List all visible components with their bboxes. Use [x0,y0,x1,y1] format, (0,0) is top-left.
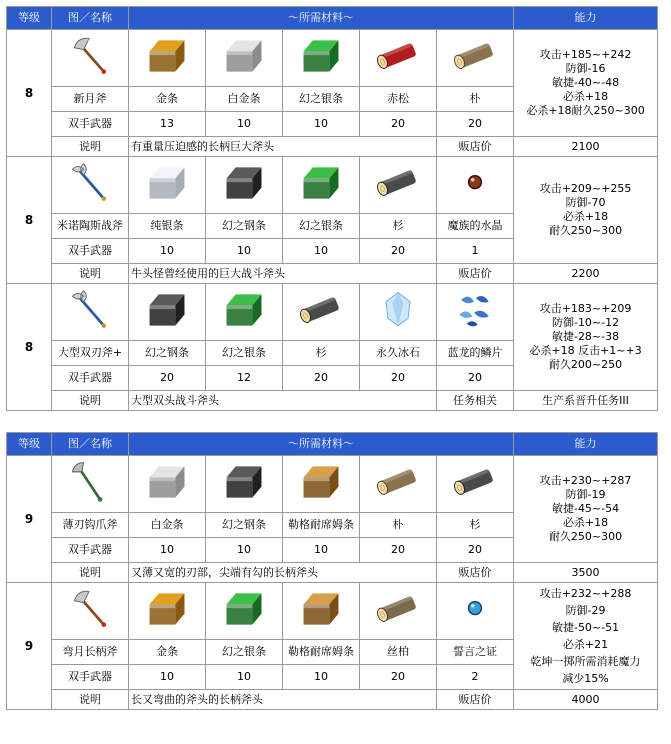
stat-line: 防御-16 [565,62,606,75]
weapon-type: 双手武器 [52,665,129,690]
material-name: 幻之银条 [206,341,283,366]
item-desc-row [7,137,658,157]
stat-line: 攻击+230~+287 [539,474,632,487]
material-icon-cell [437,583,514,640]
stat-line: 防御-19 [565,488,606,501]
stat-line: 敏捷-45~-54 [551,502,620,515]
desc-label: 说明 [52,137,129,157]
weapon-image-cell [52,30,129,87]
recipe-table [6,6,658,411]
material-icon-cell [283,456,360,513]
material-name: 勒格耐席姆条 [283,513,360,538]
item-desc-row [7,690,658,710]
material-icon-cell [206,284,283,341]
material-qty: 20 [360,538,437,563]
recipe-table [6,432,658,710]
material-icon-cell [437,456,514,513]
header-ability: 能力 [514,7,658,30]
material-qty: 2 [437,665,514,690]
weapon-name: 薄刃钩爪斧 [52,513,129,538]
material-icon-cell [360,157,437,214]
material-name: 勒格耐席姆条 [283,640,360,665]
desc-label: 说明 [52,391,129,411]
stat-line: 耐久250~300 [548,530,623,543]
material-icon-cell [360,30,437,87]
phantom-silver-bar-icon [283,33,359,83]
material-name: 幻之钢条 [206,214,283,239]
material-name: 幻之银条 [206,640,283,665]
stat-line: 耐久200~250 [548,358,623,371]
price-label: 贩店价 [437,264,514,284]
cedar-log-icon [283,287,359,337]
material-icon-cell [283,583,360,640]
stats-cell [514,583,658,690]
material-name: 杉 [283,341,360,366]
platinum-bar-icon [206,33,282,83]
material-qty: 20 [437,112,514,137]
material-qty: 20 [283,366,360,391]
material-qty: 10 [283,665,360,690]
material-qty: 20 [360,112,437,137]
material-qty: 20 [129,366,206,391]
gold-bar-icon [129,33,205,83]
weapon-name: 弯月长柄斧 [52,640,129,665]
material-name: 朴 [437,87,514,112]
material-name: 誓言之证 [437,640,514,665]
stat-line: 敏捷-40~-48 [551,76,620,89]
material-name: 魔族的水晶 [437,214,514,239]
material-qty: 20 [360,239,437,264]
item-description: 又薄又宽的刃部，尖端有勾的长柄斧头 [129,563,437,583]
stat-line: 必杀+18 反击+1~+3 [529,344,642,357]
material-icon-cell [129,284,206,341]
eternal-ice-stone-icon [360,287,436,337]
material-qty: 10 [283,239,360,264]
material-qty: 10 [129,239,206,264]
stat-line: 必杀+18 [562,210,609,223]
stat-line: 防御-10~-12 [551,316,620,329]
table-header-row [7,433,658,456]
material-name: 杉 [360,214,437,239]
minotaur-battle-axe-icon [52,160,128,210]
material-icon-cell [129,456,206,513]
stat-line: 攻击+183~+209 [539,302,632,315]
weapon-image-cell [52,157,129,214]
large-double-blade-axe-icon [52,287,128,337]
blue-dragon-scale-icon [437,287,513,337]
weapon-name: 米诺陶斯战斧 [52,214,129,239]
hackberry-log-icon [360,459,436,509]
stat-line: 必杀+18 [562,516,609,529]
material-qty: 10 [206,239,283,264]
stat-line: 攻击+232~+288 [539,587,632,600]
stat-line: 攻击+209~+255 [539,182,632,195]
header-name: 图／名称 [52,433,129,456]
header-materials: ～所需材料～ [129,433,514,456]
item-level: 8 [7,284,52,411]
material-qty: 20 [360,665,437,690]
item-level: 8 [7,30,52,157]
price-label: 贩店价 [437,690,514,710]
material-name: 丝柏 [360,640,437,665]
red-pine-log-icon [360,33,436,83]
material-qty: 10 [129,538,206,563]
weapon-name: 新月斧 [52,87,129,112]
material-qty: 10 [283,112,360,137]
pure-silver-bar-icon [129,160,205,210]
gold-bar-icon [129,586,205,636]
material-icon-cell [206,456,283,513]
material-icon-cell [129,30,206,87]
material-name: 杉 [437,513,514,538]
material-name: 白金条 [129,513,206,538]
material-name: 幻之钢条 [129,341,206,366]
stats-cell [514,157,658,264]
stat-line: 攻击+185~+242 [539,48,632,61]
demon-crystal-icon [437,160,513,210]
item-desc-row [7,391,658,411]
weapon-name: 大型双刃斧+ [52,341,129,366]
stat-line: 乾坤一掷所需消耗魔力 [530,655,641,668]
phantom-steel-bar-icon [206,160,282,210]
material-icon-cell [360,583,437,640]
price-value: 2100 [514,137,658,157]
desc-label: 说明 [52,264,129,284]
material-icon-cell [283,284,360,341]
material-icon-cell [437,30,514,87]
price-value: 4000 [514,690,658,710]
cedar-log-icon [360,160,436,210]
material-qty: 10 [206,112,283,137]
price-label: 任务相关 [437,391,514,411]
stat-line: 防御-29 [565,604,606,617]
material-icon-cell [206,583,283,640]
material-qty: 20 [437,538,514,563]
desc-label: 说明 [52,690,129,710]
stat-line: 减少15% [562,672,609,685]
stats-cell [514,30,658,137]
crescent-halberd-axe-icon [52,586,128,636]
material-qty: 10 [283,538,360,563]
material-icon-cell [129,583,206,640]
item-description: 有重量压迫感的长柄巨大斧头 [129,137,437,157]
header-name: 图／名称 [52,7,129,30]
material-icon-cell [129,157,206,214]
weapon-type: 双手武器 [52,366,129,391]
material-qty: 12 [206,366,283,391]
platinum-bar-icon [129,459,205,509]
item-desc-row [7,264,658,284]
header-level: 等级 [7,433,52,456]
stat-line: 敏捷-50~-51 [551,621,620,634]
material-name: 朴 [360,513,437,538]
material-qty: 20 [437,366,514,391]
oath-proof-orb-icon [437,586,513,636]
material-qty: 10 [206,665,283,690]
stats-cell [514,456,658,563]
stat-line: 敏捷-28~-38 [551,330,620,343]
weapon-type: 双手武器 [52,538,129,563]
material-icon-cell [360,456,437,513]
item-icon-row [7,284,658,341]
phantom-silver-bar-icon [206,287,282,337]
material-icon-cell [360,284,437,341]
material-icon-cell [283,30,360,87]
phantom-silver-bar-icon [206,586,282,636]
weapon-type: 双手武器 [52,239,129,264]
price-value: 生产系晋升任务III [514,391,658,411]
price-value: 2200 [514,264,658,284]
header-materials: ～所需材料～ [129,7,514,30]
item-icon-row [7,583,658,640]
stat-line: 必杀+18 [562,90,609,103]
item-level: 9 [7,583,52,710]
item-description: 牛头怪曾经使用的巨大战斗斧头 [129,264,437,284]
material-icon-cell [437,284,514,341]
price-label: 贩店价 [437,137,514,157]
table-header-row [7,7,658,30]
item-icon-row [7,157,658,214]
item-description: 大型双头战斗斧头 [129,391,437,411]
legnesim-bar-icon [283,586,359,636]
desc-label: 说明 [52,563,129,583]
material-name: 幻之钢条 [206,513,283,538]
phantom-silver-bar-icon [283,160,359,210]
weapon-image-cell [52,284,129,341]
material-name: 蓝龙的鳞片 [437,341,514,366]
material-icon-cell [206,157,283,214]
material-icon-cell [283,157,360,214]
material-qty: 10 [206,538,283,563]
material-qty: 10 [129,665,206,690]
material-name: 纯银条 [129,214,206,239]
stat-line: 耐久250~300 [548,224,623,237]
material-name: 幻之银条 [283,214,360,239]
material-name: 永久冰石 [360,341,437,366]
weapon-image-cell [52,583,129,640]
material-qty: 13 [129,112,206,137]
item-desc-row [7,563,658,583]
thin-blade-hook-axe-icon [52,459,128,509]
hackberry-log-icon [437,33,513,83]
material-name: 幻之银条 [283,87,360,112]
weapon-image-cell [52,456,129,513]
price-label: 贩店价 [437,563,514,583]
material-icon-cell [206,30,283,87]
item-level: 9 [7,456,52,583]
item-icon-row [7,456,658,513]
crescent-axe-icon [52,33,128,83]
stat-line: 必杀+18耐久250~300 [526,104,645,117]
phantom-steel-bar-icon [206,459,282,509]
material-icon-cell [437,157,514,214]
phantom-steel-bar-icon [129,287,205,337]
cedar-log-icon [437,459,513,509]
material-name: 白金条 [206,87,283,112]
price-value: 3500 [514,563,658,583]
material-qty: 20 [360,366,437,391]
material-qty: 1 [437,239,514,264]
material-name: 金条 [129,87,206,112]
item-level: 8 [7,157,52,284]
header-ability: 能力 [514,433,658,456]
weapon-type: 双手武器 [52,112,129,137]
item-description: 长又弯曲的斧头的长柄斧头 [129,690,437,710]
legnesim-bar-icon [283,459,359,509]
stat-line: 防御-70 [565,196,606,209]
stats-cell [514,284,658,391]
material-name: 金条 [129,640,206,665]
cypress-log-icon [360,586,436,636]
header-level: 等级 [7,7,52,30]
item-icon-row [7,30,658,87]
stat-line: 必杀+21 [562,638,609,651]
material-name: 赤松 [360,87,437,112]
